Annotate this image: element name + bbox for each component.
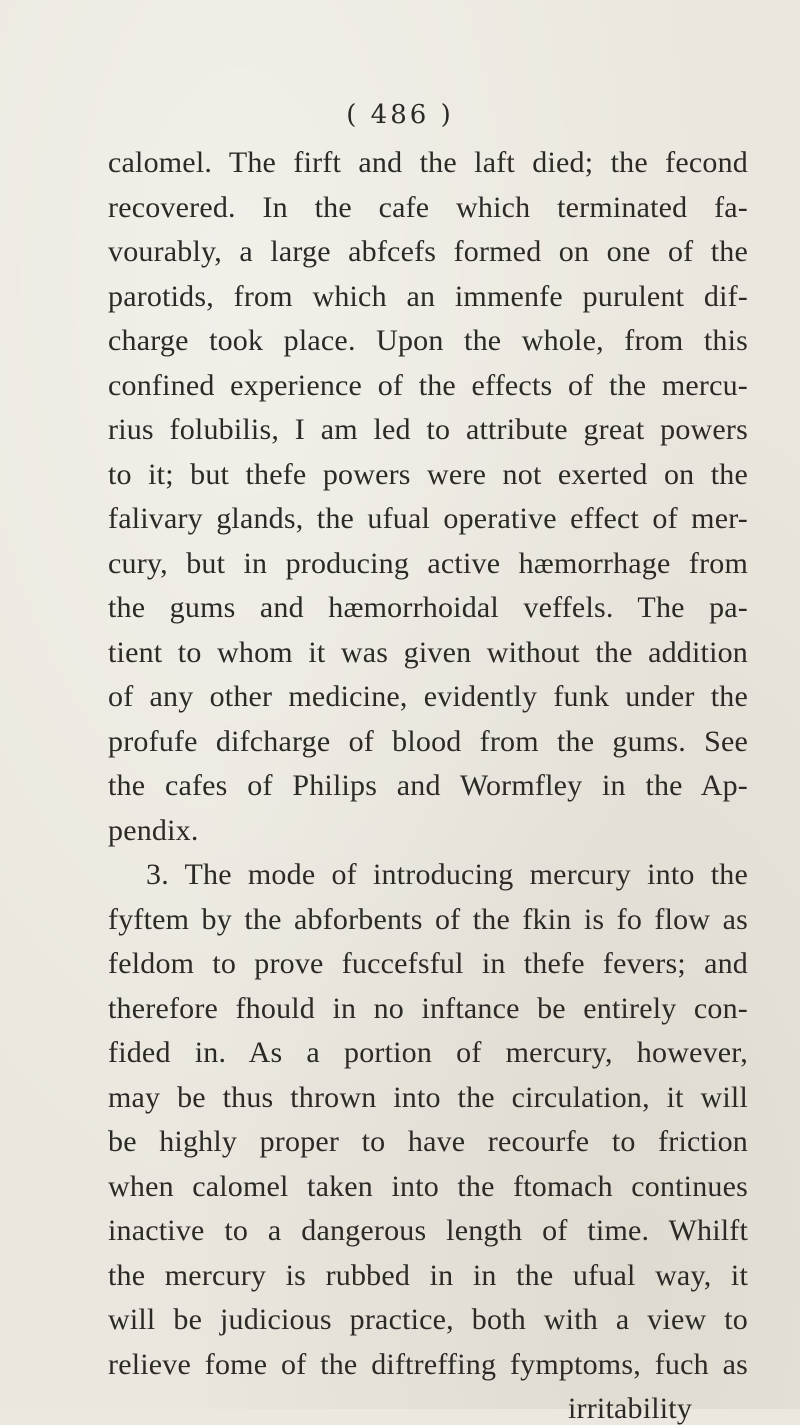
text-line: feldom to prove fuccefsful in thefe fevers; and [108,947,748,980]
text-line: therefore fhould in no inftance be entirely con- [108,992,748,1025]
text-line: parotids, from which an immenfe purulent dif- [108,280,748,313]
text-line: rius folubilis, I am led to attribute great powers [108,413,748,446]
text-line: confined experience of the effects of the mercu- [108,369,748,402]
text-line: fyftem by the abforbents of the fkin is fo flow as [108,903,748,936]
text-line: fided in. As a portion of mercury, however, [108,1036,748,1069]
page-number: ( 486 ) [346,100,454,130]
text-line: pendix. [108,814,199,847]
catchword: irritability [568,1392,693,1425]
text-line: relieve fome of the diftreffing fymptoms, fuch as [108,1348,748,1381]
text-line: cury, but in producing active hæmorrhage from [108,547,748,580]
text-line: the gums and hæmorrhoidal veffels. The pa- [108,591,748,624]
text-line: calomel. The firft and the laft died; the fecond [108,146,748,179]
text-line: tient to whom it was given without the addition [108,636,748,669]
paragraph-start-line: 3. The mode of introducing mercury into the [146,858,748,891]
text-line: vourably, a large abfcefs formed on one of the [108,235,748,268]
text-line: of any other medicine, evidently funk under the [108,680,748,713]
text-line: charge took place. Upon the whole, from this [108,324,748,357]
text-line: the cafes of Philips and Wormfley in the Ap- [108,769,748,802]
text-line: falivary glands, the ufual operative effect of mer- [108,502,748,535]
text-line: profufe difcharge of blood from the gums. See [108,725,748,758]
text-line: be highly proper to have recourfe to friction [108,1125,748,1158]
text-line: inactive to a dangerous length of time. Whilft [108,1214,748,1247]
text-line: the mercury is rubbed in in the ufual way, it [108,1259,748,1292]
text-line: will be judicious practice, both with a view to [108,1303,748,1336]
text-line: recovered. In the cafe which terminated fa- [108,191,748,224]
text-line: when calomel taken into the ftomach continues [108,1170,748,1203]
text-line: to it; but thefe powers were not exerted on the [108,458,748,491]
text-line: may be thus thrown into the circulation, it will [108,1081,748,1114]
